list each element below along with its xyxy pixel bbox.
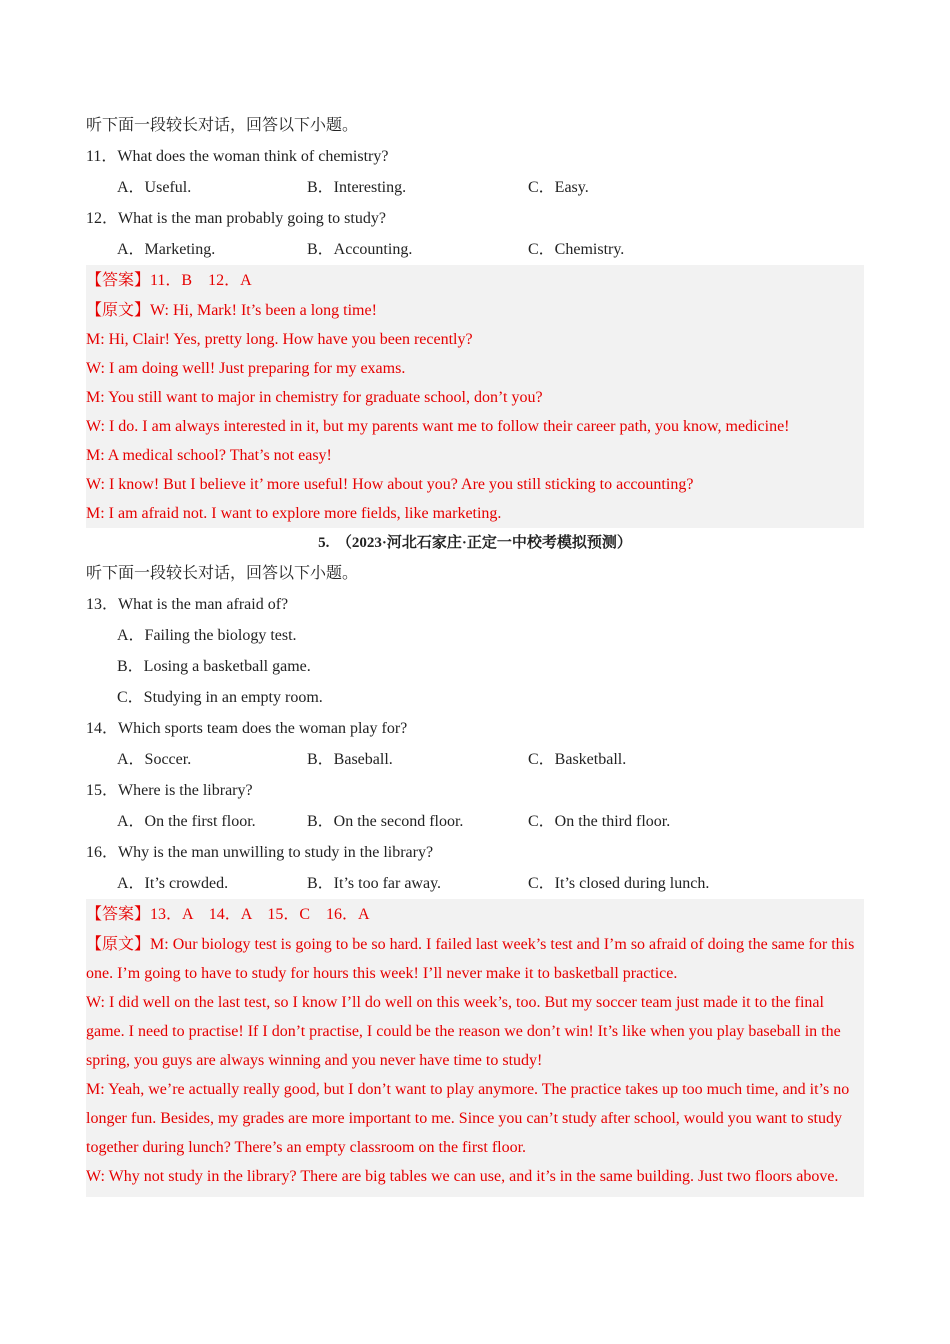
options-14 (86, 744, 864, 775)
options-12 (86, 234, 864, 265)
script-paragraph: W: I did well on the last test, so I know I’ll do well on this week’s, too. But my soccer team just made it to the final game. I need to practise! If I don’t practise, I could be the reason we don’t win! It’s like when you play baseball in the spring, you guys are always winning and you never have time to study! (86, 994, 841, 1069)
answer-line-1 (86, 265, 864, 296)
script-paragraph: W: Why not study in the library? There are big tables we can use, and it’s in the same building. Just two floors above. (86, 1168, 839, 1185)
question-16: 16．Why is the man unwilling to study in the library? (86, 844, 434, 861)
option-12-b: B．Accounting. (307, 241, 413, 258)
question-12: 12．What is the man probably going to study? (86, 210, 386, 227)
option-15-b: B．On the second floor. (307, 813, 464, 830)
option-14-a: A．Soccer. (117, 751, 192, 768)
script-line: M: A medical school? That’s not easy! (86, 447, 332, 464)
answer-block-1 (86, 265, 864, 528)
option-12-c: C．Chemistry. (528, 241, 625, 258)
script-line: 【原文】W: Hi, Mark! It’s been a long time! (86, 302, 377, 319)
script-paragraph: 【原文】M: Our biology test is going to be so hard. I failed last week’s test and I’m so afraid of doing the same for this one. I’m going to have to study for hours this week! I’ll never make it to basketball practice. (86, 936, 855, 982)
option-16-a: A．It’s crowded. (117, 875, 229, 892)
option-16-c: C．It’s closed during lunch. (528, 875, 710, 892)
option-11-c: C．Easy. (528, 179, 589, 196)
options-15 (86, 806, 864, 837)
question-11: 11．What does the woman think of chemistry? (86, 148, 389, 165)
section2-heading: 5. （2023·河北石家庄·正定一中校考模拟预测） (318, 535, 632, 551)
options-11 (86, 172, 864, 203)
section2-intro: 听下面一段较长对话，回答以下小题。 (86, 565, 359, 582)
script-line: M: Hi, Clair! Yes, pretty long. How have you been recently? (86, 331, 473, 348)
answer-text: 13．A 14．A 15．C 16．A (150, 906, 370, 923)
script-line: M: You still want to major in chemistry for graduate school, don’t you? (86, 389, 543, 406)
option-16-b: B．It’s too far away. (307, 875, 442, 892)
option-14-b: B．Baseball. (307, 751, 393, 768)
script-tag: 【原文】 (86, 936, 151, 953)
answer-tag: 【答案】 (86, 906, 151, 923)
script-line: W: I know! But I believe it’ more useful! How about you? Are you still sticking to accounting? (86, 476, 694, 493)
document-page (86, 110, 864, 1197)
options-16 (86, 868, 864, 899)
answer-block-2 (86, 899, 864, 1197)
script-line: W: I do. I am always interested in it, but my parents want me to follow their career path, you know, medicine! (86, 418, 790, 435)
question-14: 14．Which sports team does the woman play for? (86, 720, 408, 737)
question-15: 15．Where is the library? (86, 782, 253, 799)
answer-line-2 (86, 899, 864, 930)
answer-text: 11．B 12．A (150, 272, 252, 289)
section1-intro: 听下面一段较长对话，回答以下小题。 (86, 117, 359, 134)
option-15-c: C．On the third floor. (528, 813, 671, 830)
option-11-b: B．Interesting. (307, 179, 407, 196)
answer-tag: 【答案】 (86, 272, 151, 289)
option-13-b: B．Losing a basketball game. (117, 658, 311, 675)
option-14-c: C．Basketball. (528, 751, 627, 768)
script-line: M: I am afraid not. I want to explore more fields, like marketing. (86, 505, 502, 522)
question-13: 13．What is the man afraid of? (86, 596, 289, 613)
option-11-a: A．Useful. (117, 179, 192, 196)
option-13-c: C．Studying in an empty room. (117, 689, 323, 706)
script-tag: 【原文】 (86, 302, 151, 319)
option-12-a: A．Marketing. (117, 241, 216, 258)
option-15-a: A．On the first floor. (117, 813, 256, 830)
script-line: W: I am doing well! Just preparing for my exams. (86, 360, 406, 377)
option-13-a: A．Failing the biology test. (117, 627, 297, 644)
script-paragraph: M: Yeah, we’re actually really good, but I don’t want to play anymore. The practice takes up too much time, and it’s no longer fun. Besides, my grades are more important to me. Since you can’t study after school, would you want to study together during lunch? There’s an empty classroom on the first floor. (86, 1081, 850, 1156)
